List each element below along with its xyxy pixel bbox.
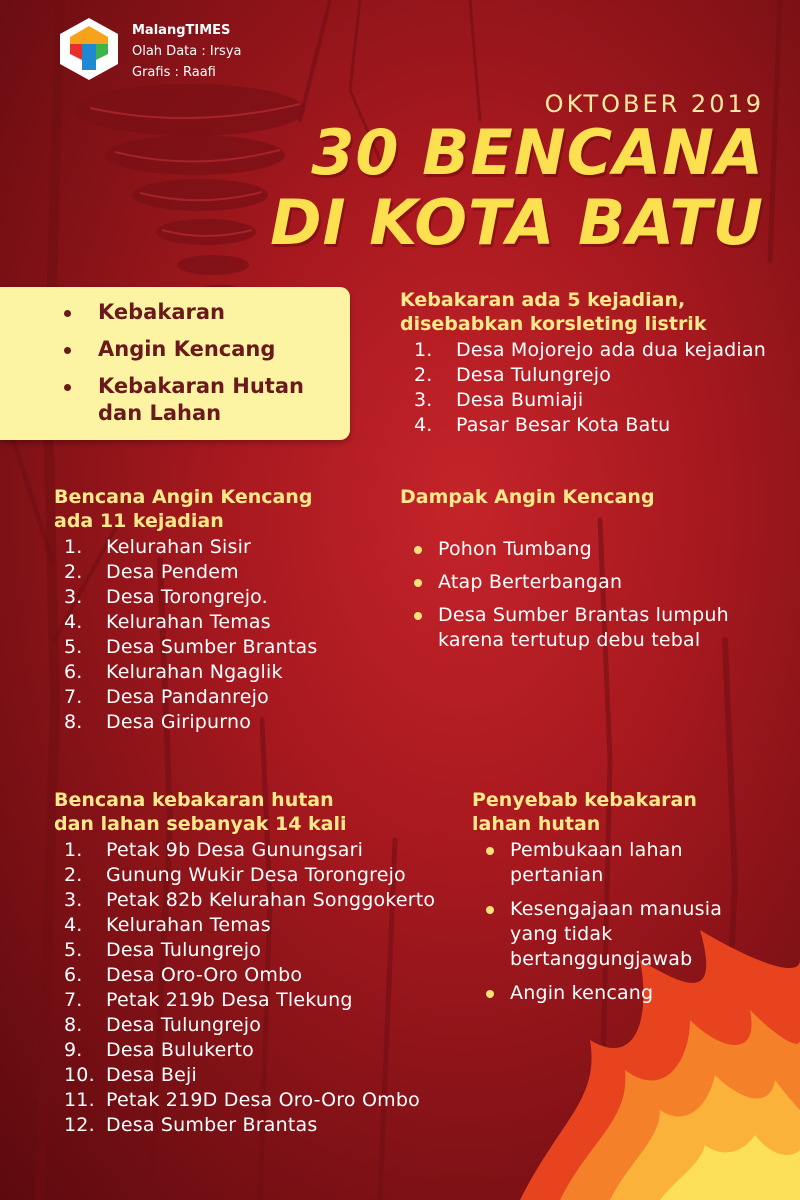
list-item: 7. Petak 219b Desa Tlekung — [64, 989, 353, 1011]
wind-heading-line-1: Bencana Angin Kencang — [54, 486, 313, 508]
list-item: 3. Petak 82b Kelurahan Songgokerto — [64, 889, 436, 911]
list-item: Desa Sumber Brantas lumpuh karena tertutup debu tebal — [410, 603, 780, 653]
wind-list — [64, 535, 394, 735]
forest-fire-list — [64, 838, 454, 1138]
list-item: 3. Desa Torongrejo. — [64, 586, 268, 608]
list-item: 4. Kelurahan Temas — [64, 914, 271, 936]
forest-cause-section — [472, 788, 772, 1006]
wind-impact-section — [400, 485, 780, 653]
list-item: Atap Berterbangan — [410, 570, 780, 595]
list-item: 11. Petak 219D Desa Oro-Oro Ombo — [64, 1089, 420, 1111]
list-item: 1. Kelurahan Sisir — [64, 536, 252, 558]
wind-section — [54, 485, 394, 735]
malangtimes-logo-icon — [56, 16, 122, 82]
list-item: 2. Desa Tulungrejo — [414, 364, 612, 386]
category-item: Kebakaran Hutan dan Lahan — [58, 373, 350, 427]
fire-heading-line-2: disebabkan korsleting listrik — [400, 313, 707, 335]
list-item: 6. Kelurahan Ngaglik — [64, 661, 283, 683]
wind-heading-line-2: ada 11 kejadian — [54, 510, 224, 532]
fire-section — [400, 288, 790, 438]
forest-heading-line-1: Bencana kebakaran hutan — [54, 789, 334, 811]
list-item: 4. Pasar Besar Kota Batu — [414, 414, 671, 436]
list-item: 6. Desa Oro-Oro Ombo — [64, 964, 303, 986]
category-item: Kebakaran — [58, 299, 350, 326]
list-item: 10. Desa Beji — [64, 1064, 197, 1086]
list-item: 5. Desa Tulungrejo — [64, 939, 262, 961]
list-item: Angin kencang — [482, 981, 742, 1006]
wind-impact-heading: Dampak Angin Kencang — [400, 486, 655, 508]
forest-heading-line-2: dan lahan sebanyak 14 kali — [54, 813, 347, 835]
list-item: 5. Desa Sumber Brantas — [64, 636, 318, 658]
list-item: Kesengajaan manusia yang tidak bertanggungjawab — [482, 897, 742, 972]
graphic-credit: Grafis : Raafi — [132, 65, 216, 80]
forest-cause-heading-line-2: lahan hutan — [472, 813, 601, 835]
forest-cause-list — [482, 838, 742, 1006]
fire-list — [414, 338, 790, 438]
credits — [132, 20, 241, 83]
category-item: Angin Kencang — [58, 336, 350, 363]
list-item: 2. Desa Pendem — [64, 561, 239, 583]
list-item: 9. Desa Bulukerto — [64, 1039, 254, 1061]
forest-cause-heading-line-1: Penyebab kebakaran — [472, 789, 697, 811]
month-year: OKTOBER 2019 — [544, 90, 764, 118]
list-item: 4. Kelurahan Temas — [64, 611, 271, 633]
list-item: 3. Desa Bumiaji — [414, 389, 584, 411]
categories-box — [0, 287, 350, 440]
page-title-line-2: DI KOTA BATU — [270, 186, 764, 259]
list-item: 2. Gunung Wukir Desa Torongrejo — [64, 864, 406, 886]
page-title-line-1: 30 BENCANA — [311, 116, 764, 189]
list-item: 1. Desa Mojorejo ada dua kejadian — [414, 339, 766, 361]
list-item: 8. Desa Giripurno — [64, 711, 252, 733]
data-credit: Olah Data : Irsya — [132, 44, 242, 59]
list-item: 12. Desa Sumber Brantas — [64, 1114, 318, 1136]
forest-fire-section — [54, 788, 454, 1138]
list-item: 7. Desa Pandanrejo — [64, 686, 269, 708]
list-item: 8. Desa Tulungrejo — [64, 1014, 262, 1036]
list-item: Pembukaan lahan pertanian — [482, 838, 742, 888]
fire-heading-line-1: Kebakaran ada 5 kejadian, — [400, 289, 686, 311]
list-item: 1. Petak 9b Desa Gunungsari — [64, 839, 364, 861]
list-item: Pohon Tumbang — [410, 537, 780, 562]
brand-name: MalangTIMES — [132, 23, 231, 38]
categories-list — [58, 299, 350, 437]
wind-impact-list — [410, 537, 780, 653]
